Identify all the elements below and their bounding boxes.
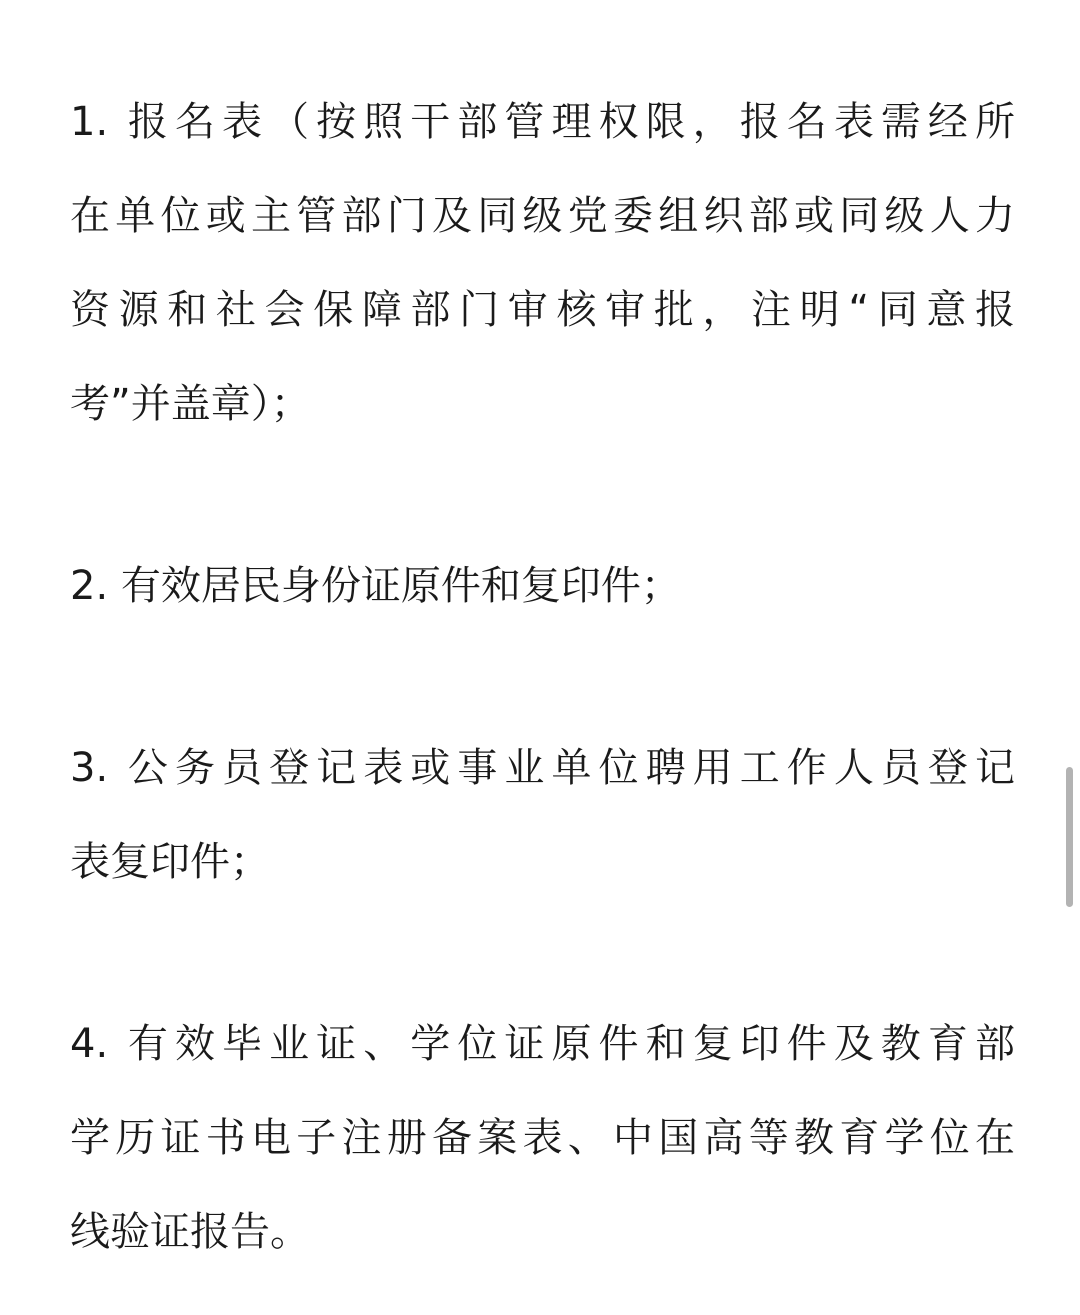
text-line: 4. 有效毕业证、学位证原件和复印件及教育部 [70, 1021, 1015, 1067]
list-item-3 [70, 721, 1015, 909]
vertical-scrollbar[interactable] [1066, 767, 1073, 907]
text-line: 在单位或主管部门及同级党委组织部或同级人力 [70, 193, 1015, 239]
list-item-2 [70, 539, 1015, 633]
text-line: 线验证报告。 [70, 1209, 310, 1255]
document-body [70, 75, 1015, 1279]
text-line: 表复印件； [70, 839, 270, 885]
list-item-4 [70, 997, 1015, 1279]
text-line: 3. 公务员登记表或事业单位聘用工作人员登记 [70, 745, 1015, 791]
list-item-1 [70, 75, 1015, 451]
text-line: 1. 报名表（按照干部管理权限，报名表需经所 [70, 99, 1015, 145]
text-line: 学历证书电子注册备案表、中国高等教育学位在 [70, 1115, 1015, 1161]
text-line: 2. 有效居民身份证原件和复印件； [70, 563, 681, 609]
text-line: 考”并盖章）； [70, 381, 311, 427]
text-line: 资源和社会保障部门审核审批，注明“同意报 [70, 287, 1015, 333]
